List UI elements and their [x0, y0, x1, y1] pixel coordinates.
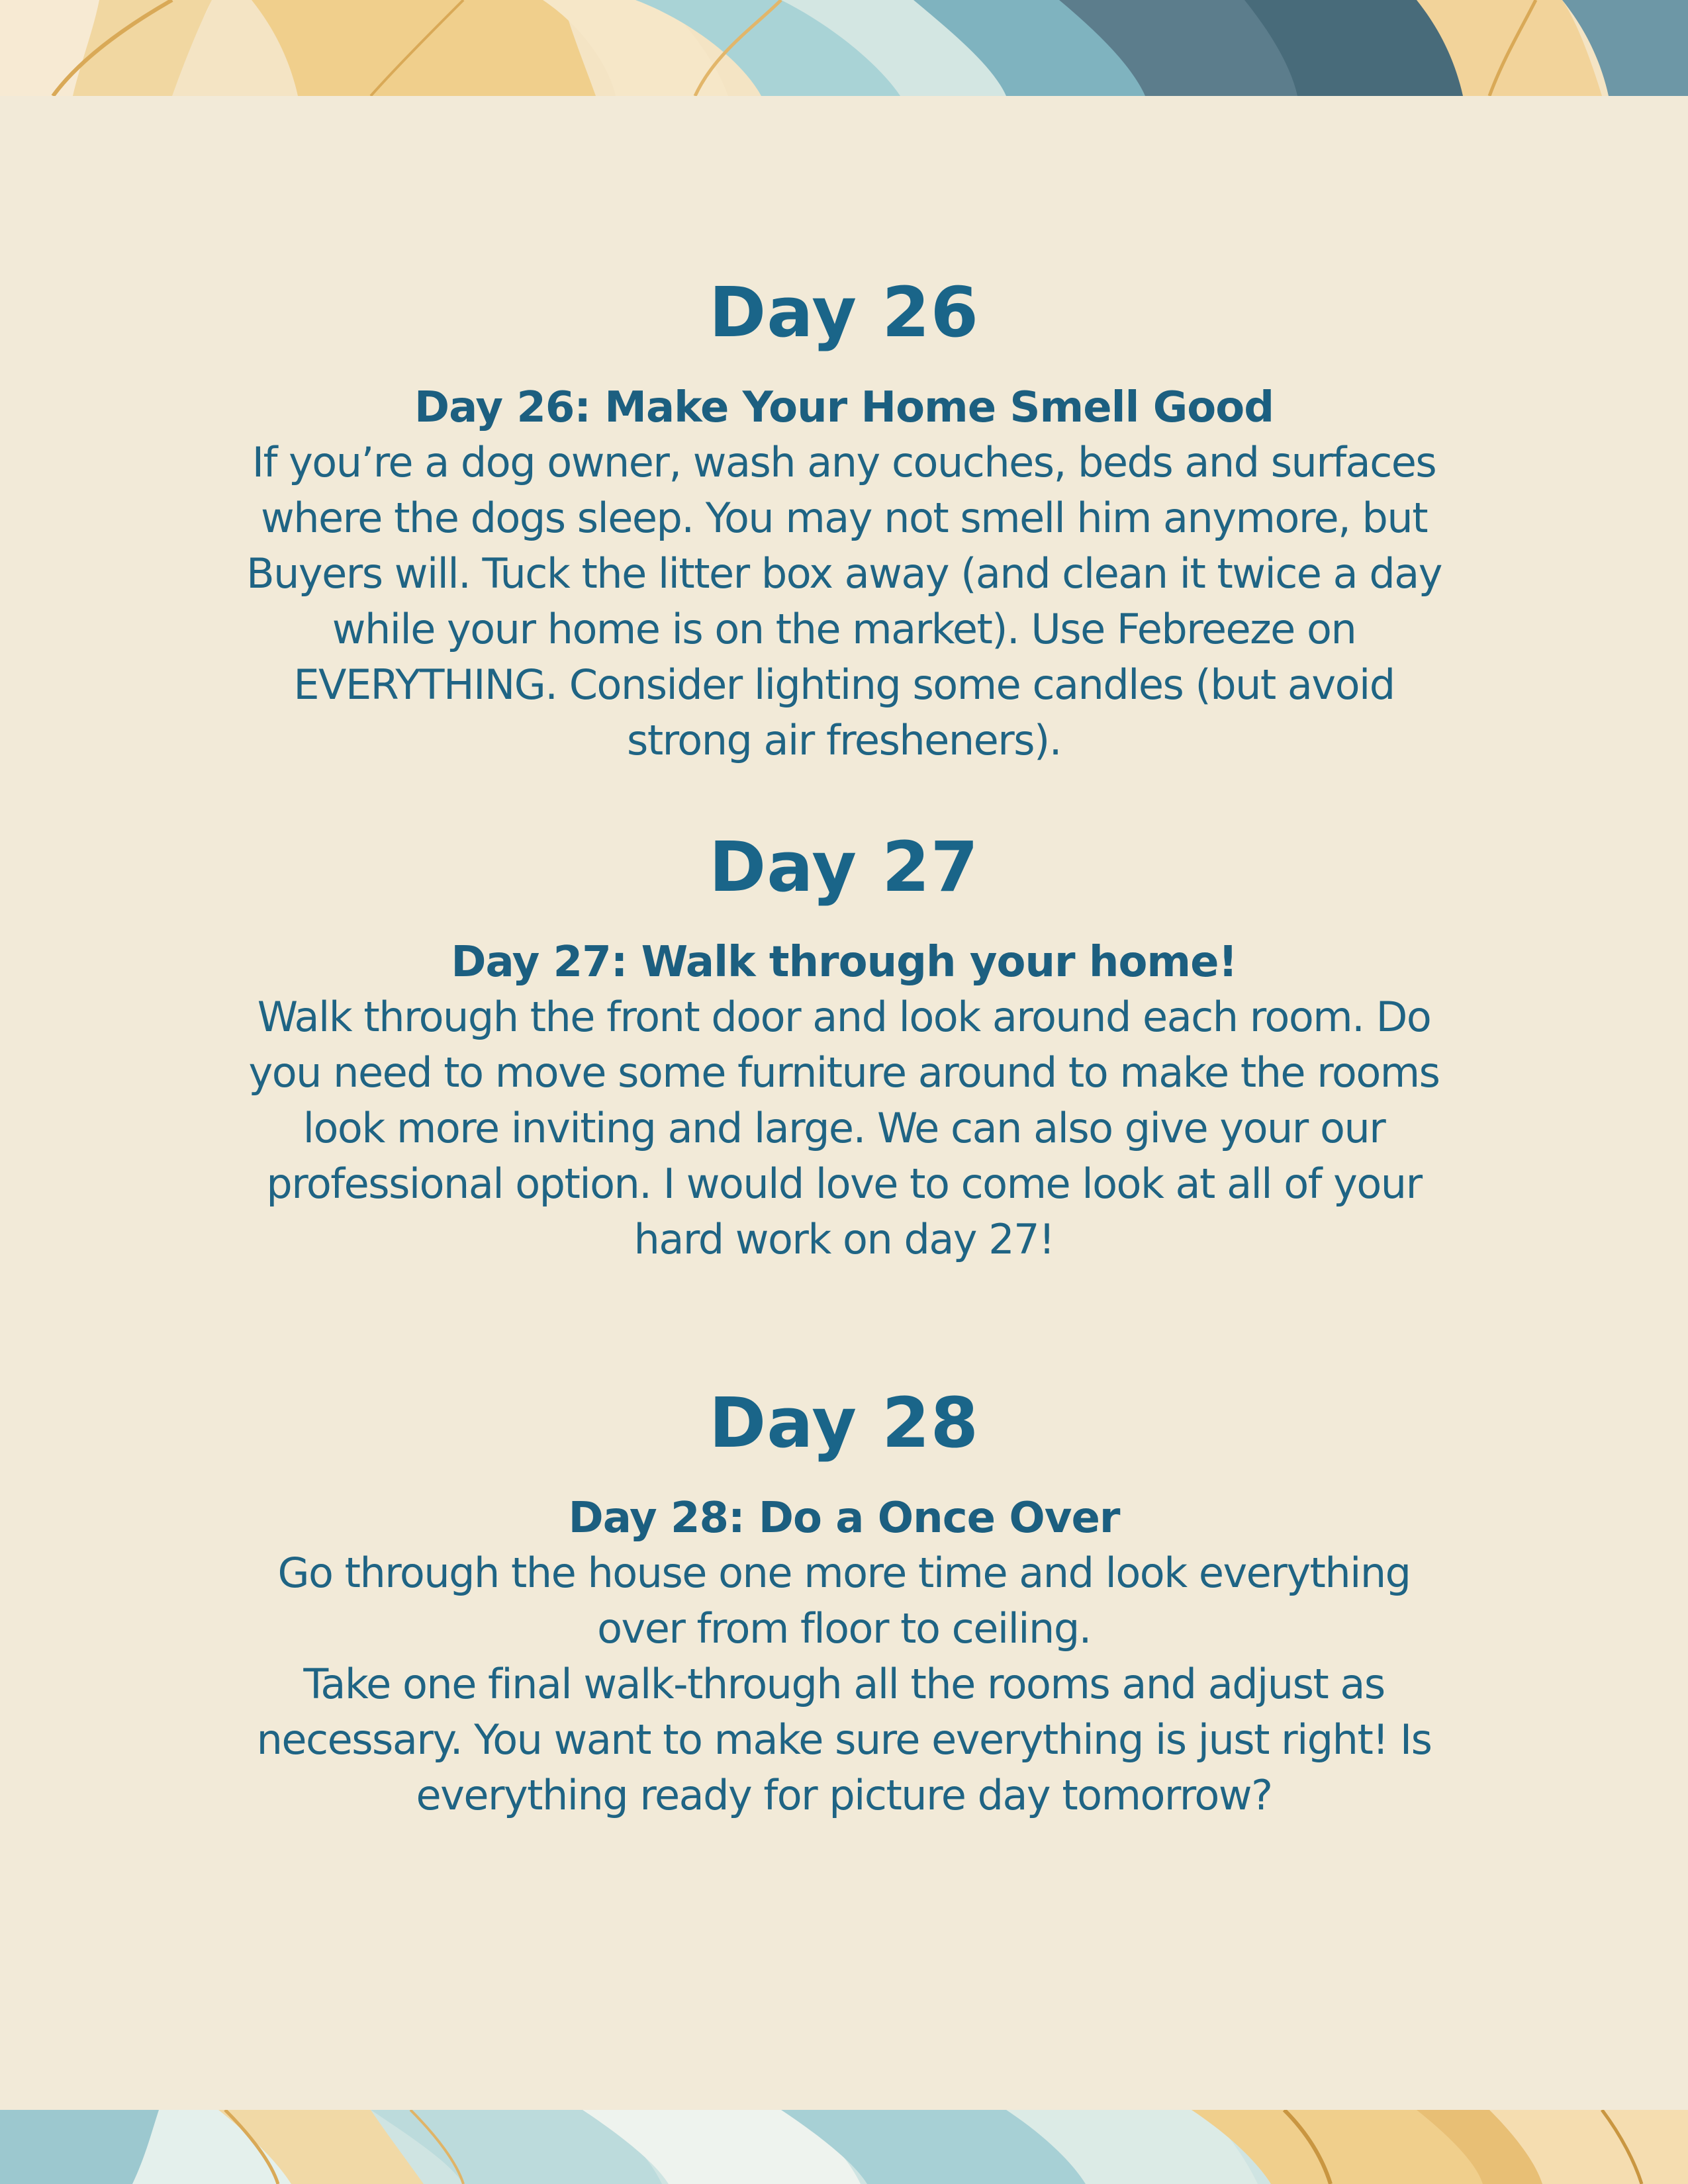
body-line: where the dogs sleep. You may not smell him anymore, but — [260, 494, 1427, 542]
body-line: everything ready for picture day tomorrow? — [416, 1771, 1272, 1819]
day-subtitle: Day 27: Walk through your home! — [451, 938, 1237, 987]
body-line: you need to move some furniture around to make the rooms — [248, 1048, 1440, 1097]
day-description — [116, 1545, 1572, 1823]
day-section-26 — [116, 269, 1572, 768]
body-line: necessary. You want to make sure everything is just right! Is — [256, 1715, 1432, 1764]
body-line: while your home is on the market). Use Febreeze on — [332, 605, 1356, 653]
day-heading: Day 27 — [708, 827, 980, 907]
day-subtitle: Day 28: Do a Once Over — [568, 1494, 1120, 1543]
decorative-marble-footer — [0, 2110, 1688, 2184]
page-body — [0, 96, 1688, 2110]
body-line: hard work on day 27! — [633, 1215, 1055, 1263]
body-line: Buyers will. Tuck the litter box away (and clean it twice a day — [246, 549, 1442, 598]
day-section-28 — [116, 1380, 1572, 1823]
day-description — [116, 435, 1572, 768]
day-heading: Day 28 — [708, 1383, 980, 1463]
decorative-marble-header — [0, 0, 1688, 96]
body-line: Go through the house one more time and look everything — [277, 1549, 1411, 1597]
body-line: Walk through the front door and look around each room. Do — [257, 993, 1431, 1041]
body-line: strong air fresheners). — [627, 716, 1061, 764]
body-line: EVERYTHING. Consider lighting some candles (but avoid — [293, 660, 1395, 709]
day-description — [116, 989, 1572, 1267]
body-line: over from floor to ceiling. — [597, 1604, 1091, 1653]
body-line: look more inviting and large. We can also give your our — [303, 1104, 1385, 1152]
day-section-27 — [116, 824, 1572, 1267]
day-subtitle: Day 26: Make Your Home Smell Good — [414, 383, 1274, 432]
day-heading: Day 26 — [708, 272, 980, 353]
body-line: professional option. I would love to come look at all of your — [266, 1160, 1422, 1208]
body-line: If you’re a dog owner, wash any couches, beds and surfaces — [252, 438, 1436, 486]
body-line: Take one final walk-through all the rooms and adjust as — [303, 1660, 1385, 1708]
